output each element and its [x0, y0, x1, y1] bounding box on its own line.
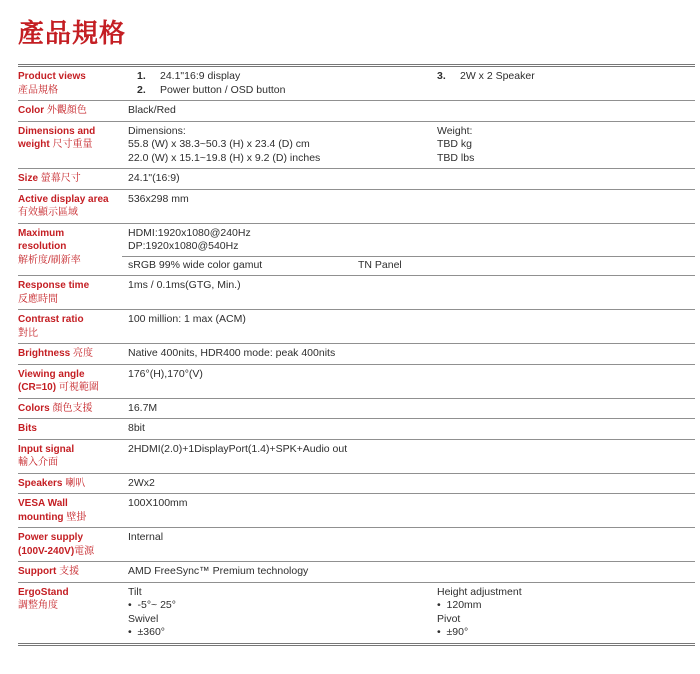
spec-row-speakers — [18, 474, 695, 495]
label-text-zh: 尺寸重量 — [52, 139, 93, 150]
spec-row-input-signal — [18, 440, 695, 474]
spec-label-line — [18, 193, 124, 207]
spec-label-line — [18, 497, 124, 511]
label-text-en: Size — [18, 173, 41, 184]
label-text-en: Maximum — [18, 227, 65, 239]
label-text-en: Contrast ratio — [18, 314, 84, 325]
spec-label-line — [18, 599, 124, 613]
spec-row-value — [128, 193, 695, 220]
spec-row-size — [18, 169, 695, 190]
list-number: 1. — [137, 70, 146, 82]
spec-value-text: Tilt — [128, 585, 142, 598]
label-text-en: VESA Wall — [18, 498, 68, 509]
spec-row-label — [18, 70, 128, 97]
spec-row-power-supply — [18, 528, 695, 562]
spec-value-text: Weight: — [437, 124, 473, 137]
spec-row-label — [18, 497, 128, 524]
spec-value-col1 — [128, 70, 695, 97]
spec-value-text: HDMI:1920x1080@240Hz — [128, 226, 251, 239]
spec-label-line — [18, 125, 124, 139]
spec-value-text: TBD kg — [437, 138, 473, 150]
spec-row-value — [128, 104, 695, 118]
spec-value-text: TBD lbs — [437, 151, 475, 164]
spec-row-viewing-angle — [18, 365, 695, 399]
list-number: 2. — [137, 83, 146, 96]
spec-row-value — [128, 422, 695, 436]
label-text-en: (100V-240V) — [18, 545, 75, 557]
spec-label-line — [18, 422, 124, 436]
spec-row-ergostand — [18, 583, 695, 643]
spec-row-value — [128, 347, 695, 361]
label-text-en: Colors — [18, 402, 53, 414]
spec-value-col2 — [437, 586, 522, 640]
spec-value-text: DP:1920x1080@540Hz — [128, 240, 239, 252]
spec-value-text: • -5°~ 25° — [128, 599, 176, 611]
spec-label-line — [18, 381, 124, 395]
label-text-en: Active display area — [18, 193, 109, 205]
spec-row-label — [18, 193, 128, 220]
spec-row-label — [18, 531, 128, 558]
spec-table — [18, 64, 695, 646]
list-text: Power button / OSD button — [160, 83, 286, 96]
spec-row-value — [128, 565, 695, 579]
label-text-en: Brightness — [18, 348, 74, 359]
spec-row-label — [18, 565, 128, 579]
spec-row-value — [128, 70, 695, 97]
label-text-en: mounting — [18, 511, 67, 523]
label-text-en: Viewing angle — [18, 368, 85, 380]
spec-value-text: 22.0 (W) x 15.1~19.8 (H) x 9.2 (D) inches — [128, 151, 321, 164]
label-text-en: ErgoStand — [18, 586, 69, 598]
spec-row-label — [18, 125, 128, 166]
spec-label-line — [18, 586, 124, 600]
spec-row-brightness — [18, 344, 695, 365]
label-text-zh: 有效顯示區域 — [18, 207, 78, 218]
list-number: 3. — [437, 70, 446, 82]
spec-value-subrow — [128, 259, 695, 273]
spec-row-color — [18, 101, 695, 122]
spec-row-colors-support — [18, 399, 695, 420]
page-title: 產品規格 — [18, 18, 127, 48]
label-text-zh: 螢幕尺寸 — [40, 173, 81, 184]
label-text-en: weight — [18, 139, 53, 150]
spec-label-line — [18, 531, 124, 545]
spec-value-text: 2Wx2 — [128, 476, 155, 489]
spec-label-line — [18, 84, 124, 98]
spec-row-active-display-area — [18, 190, 695, 224]
spec-value-text: • ±360° — [128, 626, 165, 638]
label-text-zh: 反應時間 — [18, 293, 58, 305]
spec-row-value — [128, 172, 695, 186]
spec-value-col2 — [437, 70, 535, 84]
spec-row-value — [128, 443, 695, 470]
label-text-en: resolution — [18, 241, 67, 252]
label-text-zh: 顏色支援 — [52, 402, 93, 414]
spec-row-value — [128, 279, 695, 306]
list-text: 2W x 2 Speaker — [460, 70, 535, 82]
spec-label-line — [18, 279, 124, 293]
spec-row-support — [18, 562, 695, 583]
spec-label-line — [18, 240, 124, 254]
spec-list-item — [137, 84, 695, 98]
spec-label-line — [18, 402, 124, 416]
label-text-en: Speakers — [18, 477, 66, 489]
spec-value-text: Height adjustment — [437, 585, 522, 598]
spec-value-text: 176°(H),170°(V) — [128, 367, 203, 380]
spec-value-text: Dimensions: — [128, 124, 186, 137]
spec-row-label — [18, 402, 128, 416]
label-text-en: Product views — [18, 71, 86, 82]
spec-row-value — [128, 227, 695, 273]
spec-label-line — [18, 172, 124, 186]
spec-row-product-views — [18, 67, 695, 101]
spec-label-line — [18, 138, 124, 152]
spec-row-label — [18, 279, 128, 306]
spec-value-col1 — [128, 586, 695, 640]
spec-row-value — [128, 497, 695, 524]
spec-value-text: 55.8 (W) x 38.3~50.3 (H) x 23.4 (D) cm — [128, 138, 310, 150]
spec-row-value — [128, 531, 695, 558]
spec-label-line — [18, 565, 124, 579]
spec-row-value — [128, 368, 695, 395]
label-text-zh: 亮度 — [73, 348, 94, 359]
spec-row-label — [18, 227, 128, 273]
spec-list-item — [137, 70, 695, 84]
spec-row-label — [18, 443, 128, 470]
label-text-zh: 解析度/刷新率 — [18, 254, 81, 266]
spec-value-col1 — [128, 125, 695, 166]
spec-label-line — [18, 443, 124, 457]
spec-value-text: • ±90° — [437, 626, 469, 638]
spec-row-label — [18, 104, 128, 118]
label-text-en: Support — [18, 566, 60, 577]
spec-row-maximum-resolution — [18, 224, 695, 277]
sub-divider — [122, 256, 695, 257]
spec-value-text: 536x298 mm — [128, 192, 189, 205]
spec-value-text: 100X100mm — [128, 497, 188, 509]
spec-value-text: TN Panel — [358, 258, 402, 271]
list-text: 24.1"16:9 display — [160, 70, 241, 82]
spec-value-text: Internal — [128, 531, 164, 543]
spec-label-line — [18, 327, 124, 341]
spec-value-text: sRGB 99% wide color gamut — [128, 258, 263, 271]
label-text-en: Bits — [18, 423, 37, 434]
spec-value-text: AMD FreeSync™ Premium technology — [128, 565, 309, 577]
spec-value-text: 16.7M — [128, 401, 158, 414]
spec-value-text: Swivel — [128, 612, 159, 625]
spec-label-line — [18, 347, 124, 361]
spec-row-label — [18, 586, 128, 640]
label-text-zh: 調整角度 — [18, 600, 58, 611]
spec-value-text: 100 million: 1 max (ACM) — [128, 313, 246, 325]
label-text-en: Color — [18, 105, 47, 116]
spec-label-line — [18, 104, 124, 118]
spec-row-label — [18, 422, 128, 436]
label-text-zh: 可視範圍 — [58, 382, 99, 393]
spec-label-line — [18, 206, 124, 220]
spec-label-line — [18, 545, 124, 559]
label-text-en: Input signal — [18, 443, 75, 455]
spec-row-vesa-wall-mounting — [18, 494, 695, 528]
spec-label-line — [18, 511, 124, 525]
label-text-zh: 壁掛 — [66, 511, 87, 523]
spec-row-label — [18, 313, 128, 340]
spec-row-response-time — [18, 276, 695, 310]
spec-value-text: Black/Red — [128, 104, 176, 116]
label-text-en: Response time — [18, 280, 90, 291]
label-text-zh: 喇叭 — [65, 477, 86, 489]
spec-label-line — [18, 293, 124, 307]
spec-label-line — [18, 313, 124, 327]
spec-row-value — [128, 402, 695, 416]
spec-value-text: 1ms / 0.1ms(GTG, Min.) — [128, 279, 241, 291]
spec-row-label — [18, 347, 128, 361]
spec-list-item — [437, 70, 535, 84]
label-text-en: Dimensions and — [18, 125, 96, 137]
spec-row-value — [128, 477, 695, 491]
spec-value-text: 24.1"(16:9) — [128, 172, 180, 184]
spec-row-value — [128, 313, 695, 340]
spec-row-dimensions-and-weight — [18, 122, 695, 170]
spec-row-value — [128, 586, 695, 640]
spec-label-line — [18, 477, 124, 491]
spec-row-contrast-ratio — [18, 310, 695, 344]
label-text-zh: 外觀顏色 — [46, 105, 87, 116]
spec-row-bits — [18, 419, 695, 440]
spec-label-line — [18, 368, 124, 382]
spec-label-line — [18, 456, 124, 470]
spec-label-line — [18, 254, 124, 268]
spec-row-label — [18, 368, 128, 395]
spec-value-text: 2HDMI(2.0)+1DisplayPort(1.4)+SPK+Audio out — [128, 442, 348, 455]
label-text-zh: 產品規格 — [18, 84, 58, 96]
label-text-zh: 電源 — [74, 545, 95, 557]
label-text-zh: 支援 — [59, 566, 80, 577]
label-text-zh: 輸入介面 — [18, 457, 58, 468]
spec-label-line — [18, 70, 124, 84]
spec-value-text: Native 400nits, HDR400 mode: peak 400nits — [128, 347, 336, 359]
spec-value-text: 8bit — [128, 422, 145, 434]
spec-row-label — [18, 477, 128, 491]
spec-row-label — [18, 172, 128, 186]
label-text-zh: 對比 — [18, 327, 38, 339]
spec-value-text: Pivot — [437, 612, 461, 625]
spec-row-value — [128, 125, 695, 166]
label-text-en: Power supply — [18, 532, 84, 543]
spec-label-line — [18, 227, 124, 241]
spec-value-col2 — [437, 125, 474, 166]
label-text-en: (CR=10) — [18, 382, 59, 393]
spec-value-text: • 120mm — [437, 599, 482, 611]
